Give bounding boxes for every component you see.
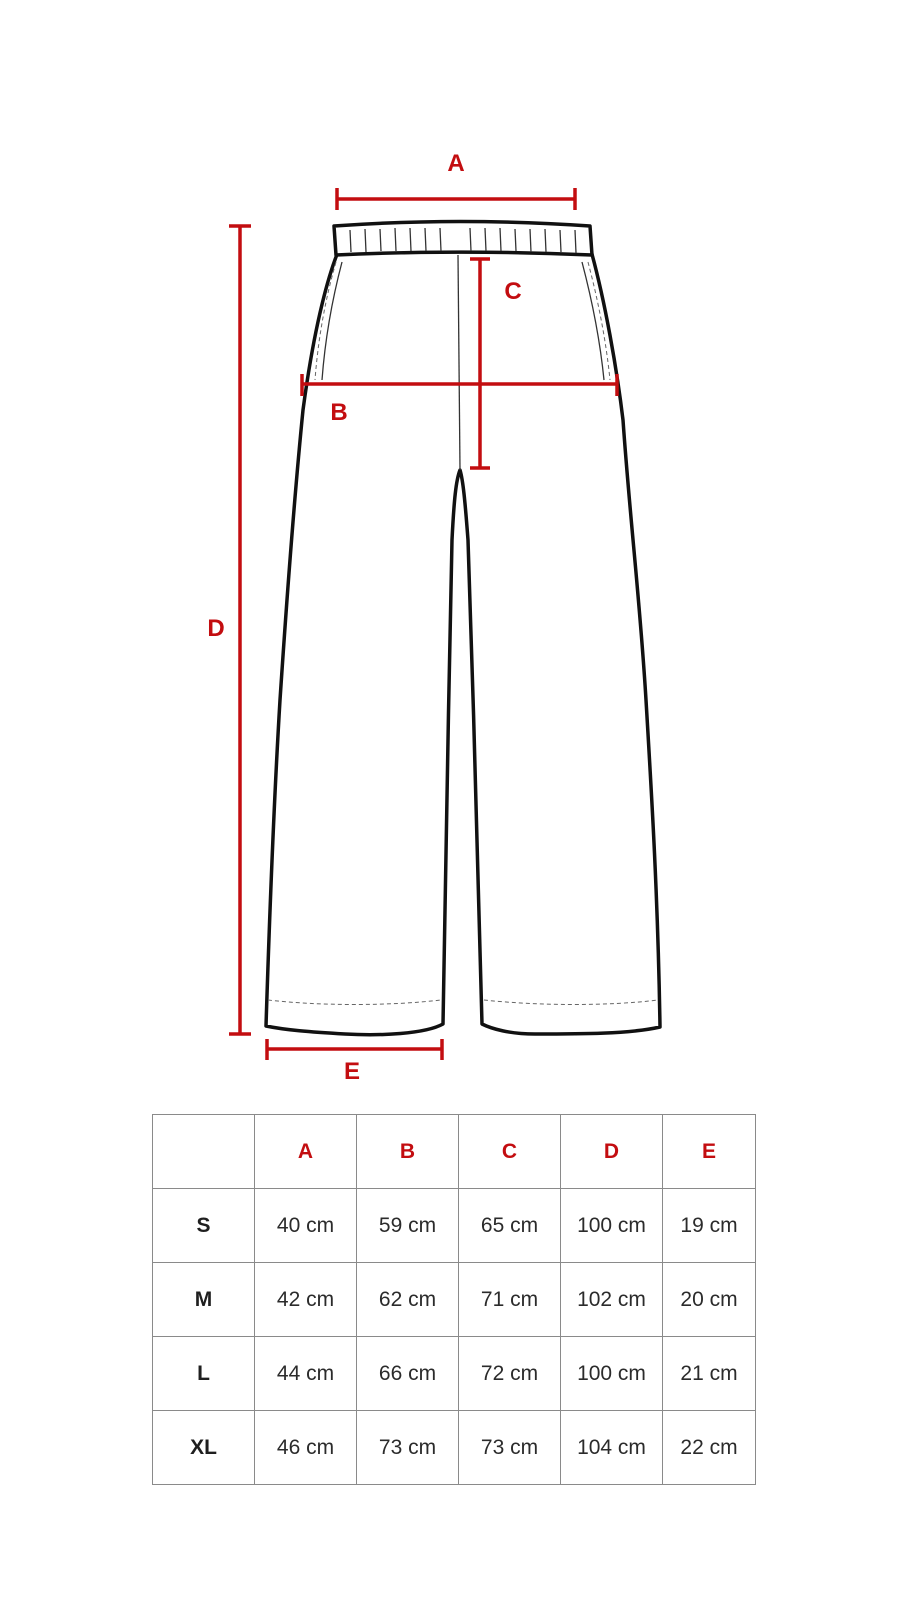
dimension-d [207,226,251,1034]
header-a: A [255,1115,357,1189]
size-chart-table [152,1114,756,1485]
measurement-cell: 100 cm [561,1189,663,1263]
measurement-cell: 44 cm [255,1337,357,1411]
measurement-cell: 65 cm [459,1189,561,1263]
header-c: C [459,1115,561,1189]
measurement-cell: 62 cm [357,1263,459,1337]
measurement-cell: 40 cm [255,1189,357,1263]
size-label: L [153,1337,255,1411]
measurement-cell: 20 cm [663,1263,756,1337]
measurement-cell: 66 cm [357,1337,459,1411]
measurement-cell: 71 cm [459,1263,561,1337]
measurement-cell: 100 cm [561,1337,663,1411]
dimension-a-label: A [447,150,465,177]
measurement-cell: 59 cm [357,1189,459,1263]
dimension-e [267,1039,442,1085]
header-b: B [357,1115,459,1189]
dimension-d-label: D [207,615,225,642]
pants-outline [266,222,660,1035]
size-label: M [153,1263,255,1337]
header-corner [153,1115,255,1189]
measurement-cell: 46 cm [255,1411,357,1485]
measurement-cell: 72 cm [459,1337,561,1411]
measurement-cell: 102 cm [561,1263,663,1337]
table-row [153,1189,756,1263]
size-label: S [153,1189,255,1263]
table-row [153,1263,756,1337]
measurement-cell: 22 cm [663,1411,756,1485]
table-row [153,1411,756,1485]
table-header-row [153,1115,756,1189]
size-label: XL [153,1411,255,1485]
table-row [153,1337,756,1411]
header-e: E [663,1115,756,1189]
dimension-b-label: B [330,399,348,426]
measurement-cell: 21 cm [663,1337,756,1411]
dimension-a [337,150,575,210]
measurement-cell: 42 cm [255,1263,357,1337]
measurement-cell: 104 cm [561,1411,663,1485]
header-d: D [561,1115,663,1189]
dimension-c-label: C [504,278,522,305]
measurement-cell: 73 cm [357,1411,459,1485]
measurement-cell: 73 cm [459,1411,561,1485]
dimension-e-label: E [343,1058,361,1085]
measurement-cell: 19 cm [663,1189,756,1263]
